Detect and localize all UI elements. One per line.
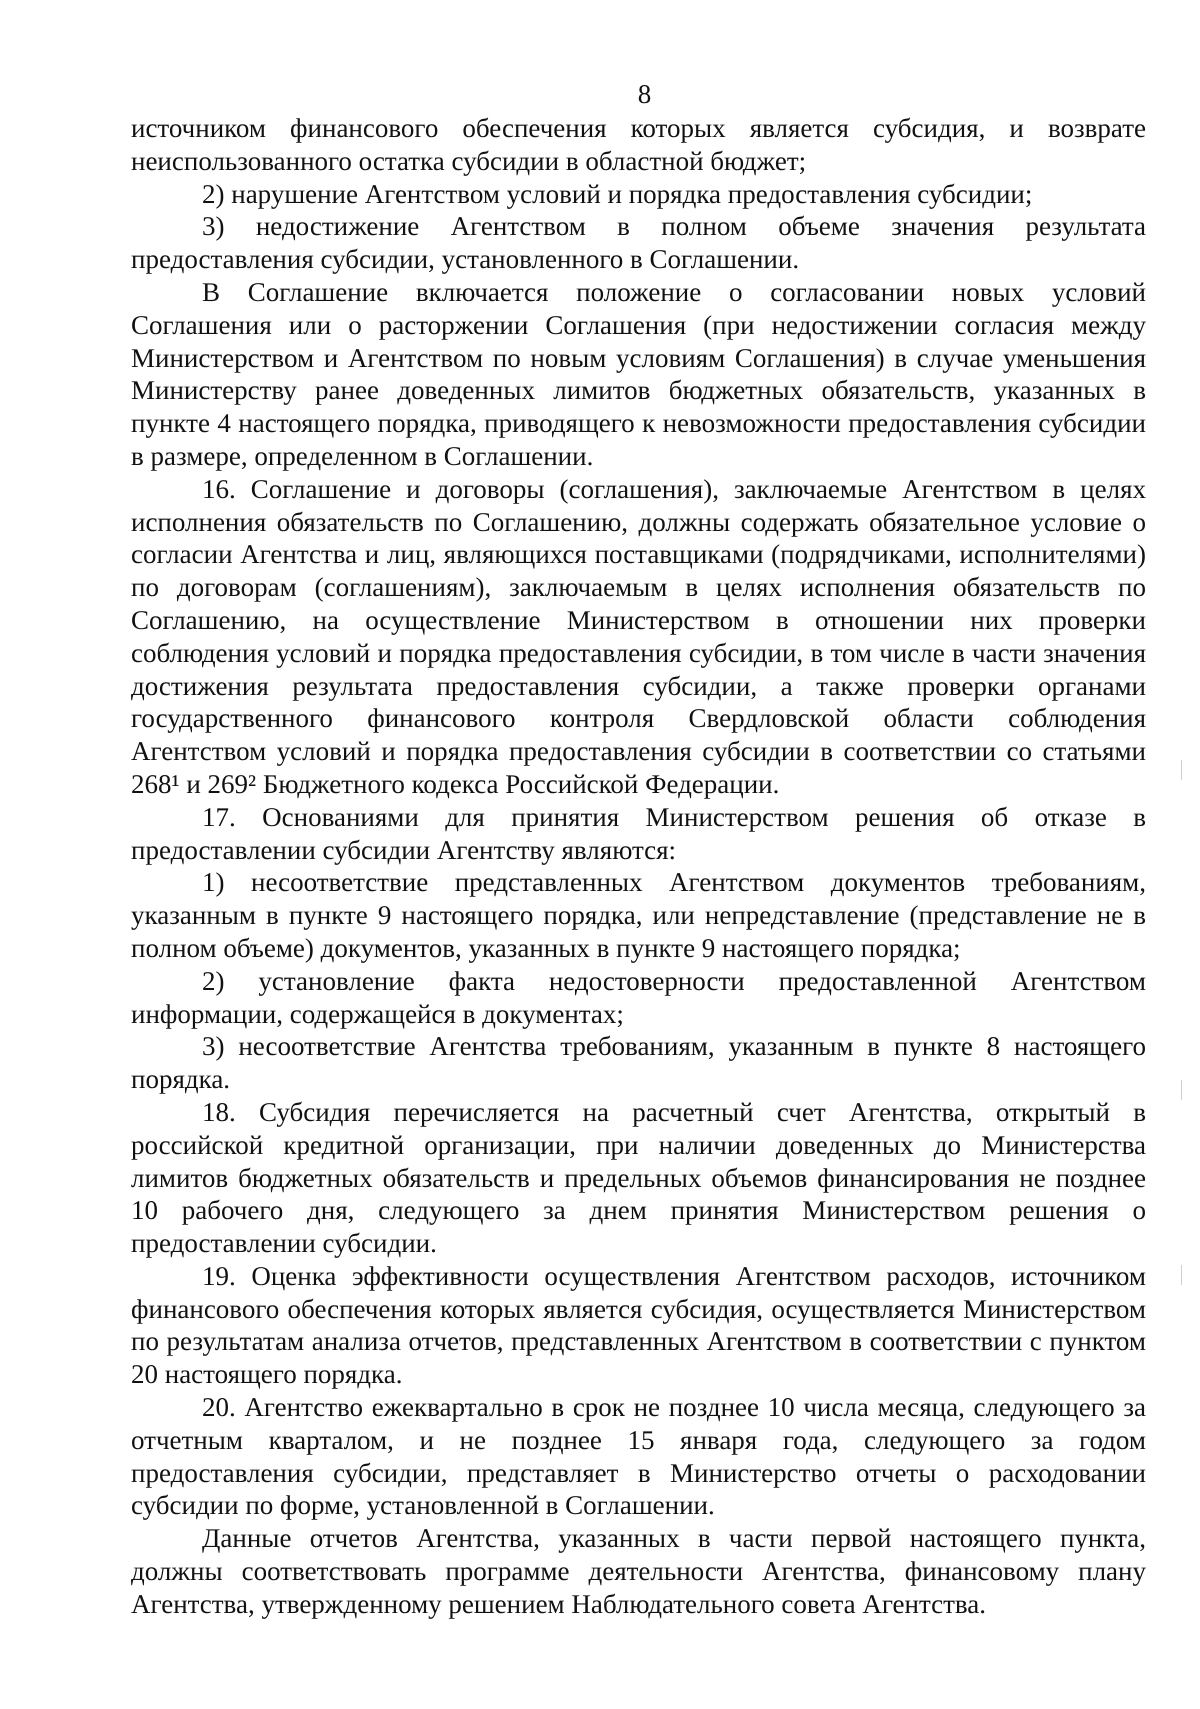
page-number: 8 [637,79,652,109]
paragraph-continuation: источником финансового обеспечения которых является субсидия, и возврате неиспользованного остатка субсидии в областной бюджет; [131,113,1146,176]
paragraph-clause-16: 16. Соглашение и договоры (соглашения), заключаемые Агентством в целях исполнения обязательств по Соглашению, должны содержать обязательное условие о согласии Агентства и лиц, являющихся поставщиками (подрядчиками, исполнителями) по договорам (соглашениям), заключаемым в целях исполнения обязательств по Соглашению, на осуществление Министерством в отношении них проверки соблюдения условий и порядка предоставления субсидии, в том числе в части значения достижения результата предоставления субсидии, а также проверки органами государственного финансового контроля Свердловской области соблюдения Агентством условий и порядка предоставления субсидии в соответствии со статьями 268¹ и 269² Бюджетного кодекса Российской Федерации. [131,473,1146,799]
scan-mark [1181,1080,1182,1100]
paragraph-clause-20: 20. Агентство ежеквартально в срок не позднее 10 числа месяца, следующего за отчетным кварталом, и не позднее 15 января года, следующего за годом предоставления субсидии, представляет в Министерство отчеты о расходовании субсидии по форме, установленной в Соглашении. [131,1392,1146,1521]
paragraph-clause-17-item-3: 3) несоответствие Агентства требованиям, указанным в пункте 8 настоящего порядка. [131,1031,1146,1095]
paragraph-item-2-violation: 2) нарушение Агентством условий и порядка предоставления субсидии; [202,178,1033,209]
paragraph-item-3-result: 3) недостижение Агентством в полном объеме значения результата предоставления субсидии, установленного в Соглашении. [131,211,1146,275]
paragraph-clause-17-item-2: 2) установление факта недостоверности предоставленной Агентством информации, содержащейся в документах; [131,965,1146,1029]
paragraph-clause-19: 19. Оценка эффективности осуществления Агентством расходов, источником финансового обеспечения которых является субсидия, осуществляется Министерством по результатам анализа отчетов, представленных Агентством в соответствии с пунктом 20 настоящего порядка. [131,1260,1146,1390]
paragraph-clause-17-item-1: 1) несоответствие представленных Агентством документов требованиям, указанным в пункте 9 настоящего порядка, или непредставление (представление не в полном объеме) документов, указанных в пункте 9 настоящего порядка; [131,867,1146,963]
paragraph-clause-17: 17. Основаниями для принятия Министерством решения об отказе в предоставлении субсидии Агентству являются: [131,801,1146,865]
scan-mark [1181,760,1182,780]
paragraph-agreement-provision: В Соглашение включается положение о согласовании новых условий Соглашения или о расторжении Соглашения (при недостижении согласия между Министерством и Агентством по новым условиям Соглашения) в случае уменьшения Министерству ранее доведенных лимитов бюджетных обязательств, указанных в пункте 4 настоящего порядка, приводящего к невозможности предоставления субсидии в размере, определенном в Соглашении. [131,276,1146,471]
scan-mark [1181,1265,1182,1285]
paragraph-clause-18: 18. Субсидия перечисляется на расчетный счет Агентства, открытый в российской кредитной организации, при наличии доведенных до Министерства лимитов бюджетных обязательств и предельных объемов финансирования не позднее 10 рабочего дня, следующего за днем принятия Министерством решения о предоставлении субсидии. [131,1096,1146,1259]
paragraph-clause-20-part-2: Данные отчетов Агентства, указанных в части первой настоящего пункта, должны соответствовать программе деятельности Агентства, финансовому плану Агентства, утвержденному решением Наблюдательного совета Агентства. [131,1523,1146,1619]
